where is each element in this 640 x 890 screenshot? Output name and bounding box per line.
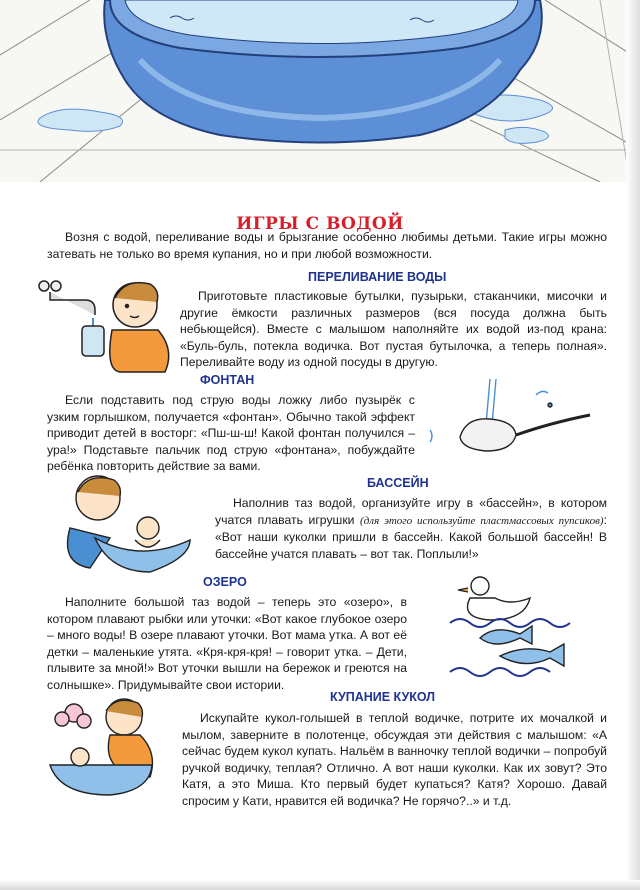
section-heading-pool: БАССЕЙН bbox=[367, 476, 429, 490]
doll-bathing-illustration bbox=[40, 695, 180, 810]
page-title: ИГРЫ С ВОДОЙ bbox=[236, 214, 404, 235]
section-text-fountain: Если подставить под струю воды ложку либо пузырёк с узким горлышком, получается «фонтан». Обычно такой эффект приводит детей в восторг: «Пш-ш-ш! Какой фонтан получился – ура!» Подставьте пальчик под струю «фонтана», побуждайте ребёнка повторить действие за вами. bbox=[47, 393, 415, 474]
spoon-fountain-illustration bbox=[420, 375, 600, 470]
duck-fish-illustration bbox=[440, 568, 610, 688]
pool-text-end: : «Вот наши куколки пришли в бассейн. Какой большой бассейн! В бассейне учатся плавать – вот так. Поплыли!» bbox=[215, 512, 607, 561]
page-bottom-edge bbox=[0, 880, 640, 890]
section-text-lake: Наполните большой таз водой – теперь это «озеро», в котором плавают рыбки или уточки: «Вот какое глубокое озеро – много воды! В озере плавают уточки. Вот мама утка. А вот её детки – маленькие утята. «Кря-кря-кря! – говорит утка. – Дети, плывите за мной!» Вот уточки вышли на бережок и греются на солнышке». Придумывайте свои истории. bbox=[47, 595, 407, 692]
child-bath-illustration bbox=[40, 468, 200, 583]
section-heading-dolls: КУПАНИЕ КУКОЛ bbox=[330, 690, 436, 704]
section-heading-fountain: ФОНТАН bbox=[200, 373, 255, 387]
section-text-dolls: Искупайте кукол-голышей в теплой водичке, потрите их мочалкой и мылом, заверните в полотенце, обсуждая эти действия с малышом: «А сейчас будем кукол купать. Нальём в ванночку теплой водички – попробуй ручкой водичку, теплая? Отлично. А вот наши куколки. Как их зовут? Это Катя, а это Миша. Кто первый будет купаться? Катя? Хорошо. Давай спросим у Кати, нравится ей водичка? Не горячо?..» и т.д. bbox=[182, 711, 607, 808]
basin-illustration bbox=[0, 0, 640, 182]
intro-paragraph: Возня с водой, переливание воды и брызгание особенно любимы детьми. Такие игры можно затевать не только во время купания, но и при любой возможности. bbox=[47, 230, 607, 261]
section-text-pool bbox=[215, 495, 607, 562]
pool-note: (для этого используйте пластмассовых пупсиков) bbox=[360, 514, 604, 527]
pool-text-start: Наполнив таз водой, организуйте игру в «бассейн», в котором учатся плавать игрушки bbox=[215, 496, 607, 527]
section-heading-pouring: ПЕРЕЛИВАНИЕ ВОДЫ bbox=[308, 270, 447, 284]
child-tap-illustration bbox=[30, 270, 180, 380]
page-edge-shadow bbox=[626, 0, 640, 890]
section-text-pouring: Приготовьте пластиковые бутылки, пузырьки, стаканчики, мисочки и другие ёмкости различных размеров (вся посуда должна быть небьющейся). Вместе с малышом наполняйте их водой из-под крана: «Буль-буль, потекла водичка. Вот пустая бутылочка, а теперь полная». Переливайте воду из одной посуды в другую. bbox=[180, 289, 607, 370]
section-heading-lake: ОЗЕРО bbox=[203, 575, 247, 589]
